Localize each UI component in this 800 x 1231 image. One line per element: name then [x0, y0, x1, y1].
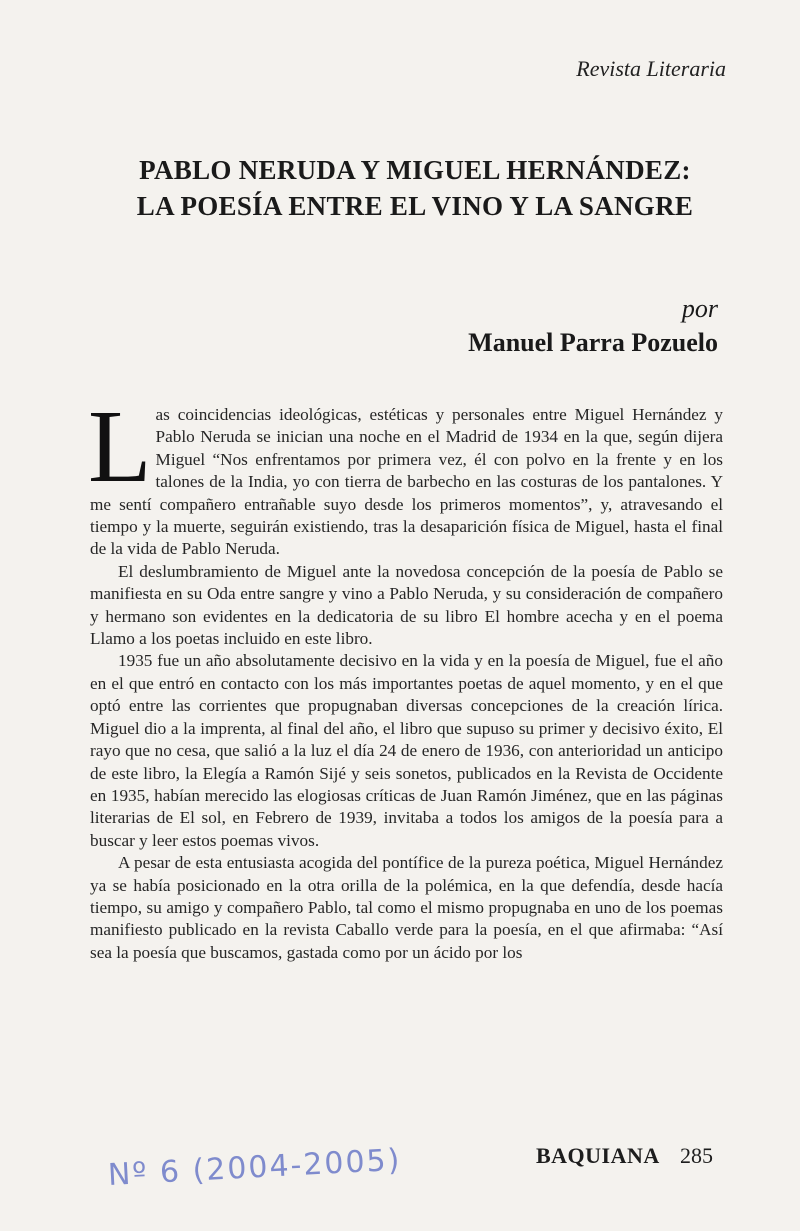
paragraph-3: 1935 fue un año absolutamente decisivo en la vida y en la poesía de Miguel, fue el año en el que entró en contacto con los más importantes poetas de aquel momento, y en el que optó entre las corrientes que propugnaban diversas concepciones de la creación lírica. Miguel dio a la imprenta, al final del año, el libro que supuso su primer y decisivo éxito, El rayo que no cesa, que salió a la luz el día 24 de enero de 1936, con anterioridad un anticipo de este libro, la Elegía a Ramón Sijé y seis sonetos, publicados en la Revista de Occidente en 1935, habían merecido las elogiosas críticas de Juan Ramón Jiménez, que en las páginas literarias de El sol, en Febrero de 1939, invitaba a todos los amigos de la poesía para a buscar y leer estos poemas vivos.	[90, 651, 723, 850]
footer-page-number: 285	[680, 1143, 713, 1168]
article-title	[110, 152, 720, 224]
handwritten-issue-note: Nº 6 (2004-2005)	[107, 1142, 403, 1193]
paragraph-2: El deslumbramiento de Miguel ante la novedosa concepción de la poesía de Pablo se manifiesta en su Oda entre sangre y vino a Pablo Neruda, y su consideración de compañero y hermano son evidentes en la dedicatoria de su libro El hombre acecha y en el poema Llamo a los poetas incluido en este libro.	[90, 561, 723, 649]
running-head: Revista Literaria	[576, 56, 726, 81]
title-line-2: LA POESÍA ENTRE EL VINO Y LA SANGRE	[136, 191, 694, 221]
drop-cap: L	[88, 389, 152, 504]
footer-magazine-name: BAQUIANA	[536, 1143, 660, 1168]
paragraph-1	[88, 389, 723, 561]
title-line-1: PABLO NERUDA Y MIGUEL HERNÁNDEZ:	[139, 155, 691, 185]
paragraph-1-text: as coincidencias ideológicas, estéticas y personales entre Miguel Hernández y Pablo Neruda se inician una noche en el Madrid de 1934 en la que, según dijera Miguel “Nos enfrentamos por primera vez, él con polvo en la frente y en los talones de la India, yo con tierra de barbecho en las costuras de los pantalones. Y me sentí compañero entrañable suyo desde los primeros momentos”, y, atravesando el tiempo y la muerte, seguirán existiendo, tras la desaparición física de Miguel, hasta el final de la vida de Pablo Neruda.	[90, 405, 723, 559]
paragraph-4: A pesar de esta entusiasta acogida del pontífice de la pureza poética, Miguel Hernández ya se había posicionado en la otra orilla de la polémica, en la que defendía, desde hacía tiempo, su amigo y compañero Pablo, tal como el mismo propugnaba en uno de los poemas manifiesto publicado en la revista Caballo verde para la poesía, en el que afirmaba: “Así sea la poesía que buscamos, gastada como por un ácido por los	[90, 853, 723, 962]
article-body	[88, 389, 723, 964]
byline-por: por	[681, 294, 718, 323]
author-name: Manuel Parra Pozuelo	[468, 328, 718, 357]
